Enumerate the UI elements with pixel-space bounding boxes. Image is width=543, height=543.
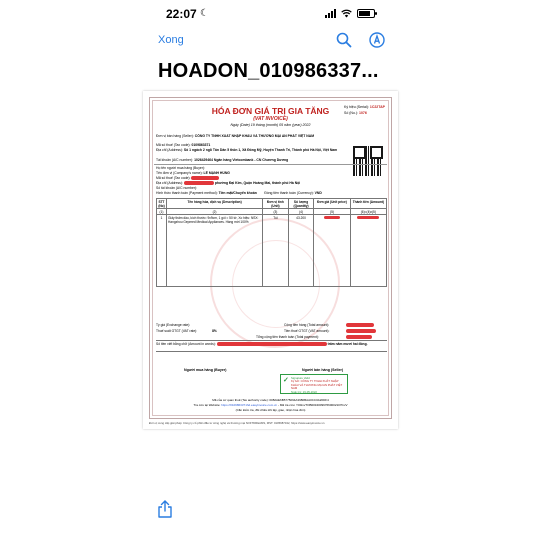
seller-tax: Mã số thuế (Tax code): 0109863371 (156, 143, 211, 147)
buyer-signature-label: Người mua hàng (Buyer) (184, 368, 227, 372)
exchange-rate-row: Tỷ giá (Exchange rate): Cộng tiền hàng (Total amount): (156, 323, 387, 327)
provider-footer: Đơn vị cung cấp giải pháp: Công ty cổ phần đầu tư công nghệ và thương mại SOFTDREAMS, MST: 0105987432, https://www.easyinvoice.vn (149, 421, 325, 425)
redaction-mark (184, 181, 214, 185)
payment-method: Hình thức thanh toán (Payment method): Tiền mặt/Chuyển khoản Đồng tiền thanh toán (Currency): VND (156, 191, 322, 195)
markup-icon[interactable] (369, 32, 385, 48)
row-no: 1 (157, 215, 167, 287)
index-cell: (6)=(4)x(5) (350, 209, 386, 215)
cellular-signal-icon (325, 9, 336, 18)
col-unit: Đơn vị tính (Unit) (263, 199, 289, 209)
divider (156, 351, 387, 352)
document-title: HOADON_010986337... (158, 60, 379, 82)
check-icon: ✓ (283, 377, 289, 384)
invoice-serial: Ký hiệu (Serial): 1C22TAP Số (No.): 1076 (344, 105, 385, 115)
seller-address: Địa chỉ (Address): Số 1 ngách 2 ngõ Tân Dân 5 thôn 1, Xã Đông Mỹ, Huyện Thanh Trì, Thành phố Hà Nội, Việt Nam (156, 148, 338, 152)
qr-code (353, 146, 383, 176)
signature-by: Ký bởi: CÔNG TY TNHH XUẤT NHẬP KHẨU VÀ THƯƠNG MẠI AN PHÁT VIỆT NAM (291, 379, 343, 391)
amount-in-words: Số tiền viết bằng chữ (Amount in words): trăm năm mươi hai đồng. (156, 342, 368, 346)
col-amount: Thành tiền (Amount) (350, 199, 386, 209)
row-unit-price (314, 215, 350, 287)
items-table (156, 198, 387, 287)
wifi-icon (341, 9, 352, 18)
row-description: Giấy thấm dầu, kích thước: 9x9cm, 1 gói = 50 tờ, Xo hiệu: NSX: Hangzhou Gepmed Medical Appliances. Hàng mới 100% (167, 215, 263, 287)
index-cell: (1) (157, 209, 167, 215)
redaction-mark (346, 335, 372, 339)
invoice-title: HÓA ĐƠN GIÁ TRỊ GIA TĂNG (211, 106, 330, 116)
index-cell: (4) (288, 209, 314, 215)
table-header-row (157, 199, 387, 209)
redaction-mark (346, 329, 376, 333)
invoice-date: Ngày (Date) 19 tháng (month) 05 năm (year) 2022 (230, 123, 311, 127)
status-indicators (325, 9, 375, 18)
seller-name: Đơn vị bán hàng (Seller): CÔNG TY TNHH XUẤT NHẬP KHẨU VÀ THƯƠNG MẠI AN PHÁT VIỆT NAM (156, 134, 315, 138)
redaction-mark (346, 323, 374, 327)
signature-title: Signature Valid (291, 376, 310, 380)
buyer-tax: Mã số thuế (Tax code): (156, 176, 351, 180)
focus-moon-icon: ☾ (200, 8, 209, 19)
divider (156, 340, 387, 341)
table-row (157, 215, 387, 287)
index-cell: (3) (263, 209, 289, 215)
lookup-note: (Cần kiểm tra, đối chiếu khi lập, giao, nhận hóa đơn) (235, 408, 306, 412)
row-unit: Túi (263, 215, 289, 287)
buyer-company: Tên đơn vị (Company's name): LÊ MẠNH HÙNG (156, 171, 230, 175)
nav-bar (0, 26, 543, 56)
vat-row: Thuế suất GTGT (VAT rate): 8% Tiền thuế GTGT (VAT amount): (156, 329, 387, 333)
index-cell: (2) (167, 209, 263, 215)
seller-signature-label: Người bán hàng (Seller) (302, 368, 344, 372)
tax-authority-code: Mã của cơ quan thuế (Tax authority code): 0082AE6B5775094A3980BAA0CC0A20DF4 (212, 398, 329, 402)
lookup-link[interactable]: https://0109863371hd.easyinvoice.com.vn (221, 403, 278, 407)
redaction-mark (191, 176, 219, 180)
invoice-subtitle: (VAT INVOICE) (253, 116, 288, 122)
row-quantity: 43.200 (288, 215, 314, 287)
buyer-address: Địa chỉ (Address): phường Đại Kim, Quận Hoàng Mai, thành phố Hà Nội (156, 181, 301, 185)
lookup-info: Tra cứu tại Website: https://0109863371hd.easyinvoice.com.vn - Mã tra cứu: Y00mvTOB003400997660002107fnvV (193, 403, 348, 407)
invoice: HÓA ĐƠN GIÁ TRỊ GIA TĂNG (VAT INVOICE) Ngày (Date) 19 tháng (month) 05 năm (year) 2022 Ký hiệu (Serial): 1C22TAP Số (No.): 1076 Đơn vị bán hàng (Seller): CÔNG TY TNHH XUẤT NHẬP KHẨU VÀ THƯƠNG MẠI AN PHÁT VIỆT NAM Mã số thuế (Tax code): 0109863371 Địa chỉ (Address): Số 1 ngách 2 ngõ Tân Dân 5 thôn 1, Xã Đông Mỹ, Huyện Thanh Trì, Thành phố Hà Nội, Việt Nam Tài khoản (A/C number): 1026429464 Ngân hàng Vietcombank - CN Chương Dương Họ tên người mua hàng (Buyer): Tên đơn vị (Company's name): LÊ MẠNH HÙNG Mã số thuế (Tax code): Địa chỉ (Address): phường Đại Kim, Quận Hoàng Mai, thành phố Hà Nội Số tài khoản (A/C number): Hình thức thanh toán (Payment method): Tiền mặt/Chuyển khoản Đồng tiền thanh toán (Currency): VND STT (No) Tên hàng hóa, dịch vụ (Description) Đơn vị tính (Unit) Số lượng (Quantity) Đơn giá (Unit price) Thành tiền (Amount) (1) (2) (3) (4) (5) (6)=(4)x(5) 1 Giấy thấm dầu, kích thước: 9x9cm, 1 gói = 50 tờ, Xo hiệu: NSX: Hangzhou Gepmed Medical Appliances. Hàng mới 100% Túi 43.200 Tỷ giá (Exchange rate): Cộng tiền hàng (Total amount): Thuế suất GTGT (VAT rate): 8% Tiền thuế GTGT (VAT amount): Tổng cộng tiền thanh toán (Total payment): Số tiền viết bằng chữ (Amount in words): trăm năm mươi hai đồng. Người mua hàng (Buyer) Người bán hàng (Seller) ✓ Signature Valid Ký bởi: CÔNG TY TNHH XUẤT NHẬP KHẨU VÀ THƯƠNG MẠI AN PHÁT VIỆT NAM Ngày ký: 19-05-2022 Mã của cơ quan thuế (Tax authority code): 0082AE6B5775094A3980BAA0CC0A20DF4 Tra cứu tại Website: https://0109863371hd.easyinvoice.com.vn - Mã tra cứu: Y00mvTOB003400997660002107fnvV (Cần kiểm tra, đối chiếu khi lập, giao, nhận hóa đơn) (149, 97, 392, 419)
redaction-mark (324, 216, 340, 219)
index-cell: (5) (314, 209, 350, 215)
col-quantity: Số lượng (Quantity) (288, 199, 314, 209)
redaction-mark (357, 216, 379, 219)
col-description: Tên hàng hóa, dịch vụ (Description) (167, 199, 263, 209)
col-no: STT (No) (158, 199, 165, 208)
row-amount (350, 215, 386, 287)
pdf-page[interactable] (143, 91, 398, 429)
battery-icon (357, 9, 375, 18)
col-unit-price: Đơn giá (Unit price) (314, 199, 350, 209)
buyer-account: Số tài khoản (A/C number): (156, 186, 198, 190)
done-button[interactable]: Xong (158, 34, 184, 46)
redaction-mark (217, 342, 327, 346)
signature-date: Ngày ký: 19-05-2022 (291, 389, 317, 394)
divider (154, 164, 387, 165)
status-time: 22:07 (166, 7, 197, 21)
status-bar (0, 0, 543, 26)
digital-signature (280, 374, 348, 394)
share-icon[interactable] (157, 500, 173, 518)
buyer-person: Họ tên người mua hàng (Buyer): (156, 166, 205, 170)
seller-account: Tài khoản (A/C number): 1026429464 Ngân hàng Vietcombank - CN Chương Dương (156, 158, 289, 162)
search-icon[interactable] (336, 32, 352, 48)
